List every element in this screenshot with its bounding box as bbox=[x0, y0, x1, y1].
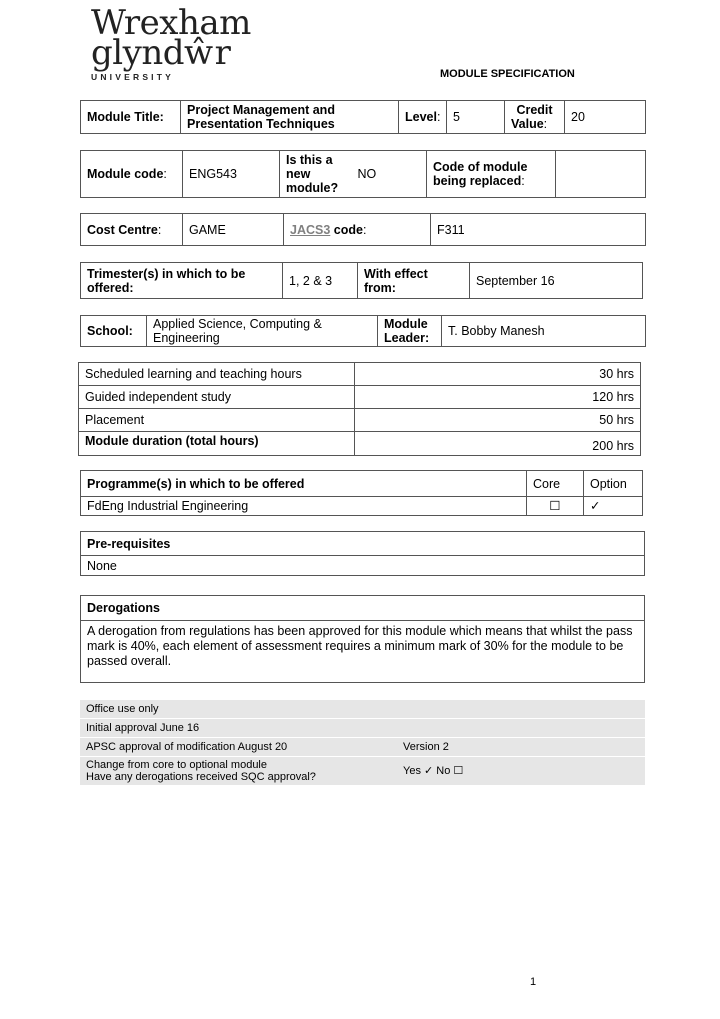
cost-centre-label bbox=[81, 214, 183, 246]
hours-total-value: 200 hrs bbox=[355, 432, 641, 456]
effect-value: September 16 bbox=[470, 263, 643, 299]
option-check-icon: ✓ bbox=[584, 497, 643, 516]
hours-value: 120 hrs bbox=[355, 386, 641, 409]
change-note-line2: Have any derogations received SQC approval? bbox=[86, 771, 316, 783]
logo-wordmark-line3: UNIVERSITY bbox=[91, 72, 175, 82]
module-code-table bbox=[80, 150, 646, 198]
is-new-value: NO bbox=[352, 151, 427, 198]
page-number: 1 bbox=[530, 976, 537, 988]
jacs-value: F311 bbox=[431, 214, 646, 246]
level-label-colon: : bbox=[436, 110, 441, 124]
trimester-line2: offered: bbox=[87, 280, 134, 295]
replaced-line1: Code of module bbox=[433, 160, 528, 174]
hours-table bbox=[78, 362, 641, 456]
derogations-table bbox=[80, 595, 645, 683]
yes-no-selection: Yes ✓ No ☐ bbox=[397, 757, 645, 786]
is-new-label bbox=[280, 151, 352, 198]
change-note bbox=[80, 757, 397, 786]
logo-wordmark-line1: Wrexham bbox=[91, 3, 251, 43]
cost-centre-label-colon: : bbox=[157, 222, 162, 237]
credit-label-colon: : bbox=[543, 117, 548, 131]
module-title-table bbox=[80, 100, 646, 134]
module-code-label-colon: : bbox=[163, 167, 167, 181]
credit-label bbox=[505, 101, 565, 134]
university-logo bbox=[91, 3, 251, 82]
module-title-label: Module Title: bbox=[81, 101, 181, 134]
leader-line1: Module bbox=[384, 317, 428, 331]
hours-label: Placement bbox=[79, 409, 355, 432]
school-label: School: bbox=[81, 316, 147, 347]
school-table bbox=[80, 315, 646, 347]
programmes-header: Programme(s) in which to be offered bbox=[81, 471, 527, 497]
table-row bbox=[81, 471, 643, 497]
hours-label: Scheduled learning and teaching hours bbox=[79, 363, 355, 386]
core-header: Core bbox=[527, 471, 584, 497]
page-title: MODULE SPECIFICATION bbox=[440, 68, 575, 80]
jacs-link[interactable]: JACS3 bbox=[290, 222, 331, 237]
office-use-title: Office use only bbox=[80, 700, 645, 719]
trimester-line1: Trimester(s) in which to be bbox=[87, 266, 246, 281]
option-header: Option bbox=[584, 471, 643, 497]
credit-label-line2: Value bbox=[511, 117, 544, 131]
module-code-label-text: Module code bbox=[87, 167, 164, 181]
school-line2: Engineering bbox=[153, 331, 220, 345]
is-new-line2: new bbox=[286, 167, 311, 181]
logo-wordmark-line2: glyndŵr bbox=[91, 33, 231, 73]
level-label bbox=[399, 101, 447, 134]
replaced-value bbox=[556, 151, 646, 198]
trimester-table bbox=[80, 262, 643, 299]
change-note-line1: Change from core to optional module bbox=[86, 759, 267, 771]
module-title-line1: Project Management and bbox=[187, 103, 335, 117]
programme-name: FdEng Industrial Engineering bbox=[81, 497, 527, 516]
credit-label-line1: Credit bbox=[516, 103, 553, 117]
table-row bbox=[79, 409, 641, 432]
hours-total-label: Module duration (total hours) bbox=[79, 432, 355, 456]
hours-value: 30 hrs bbox=[355, 363, 641, 386]
core-checkbox-icon: ☐ bbox=[527, 497, 584, 516]
module-code-label bbox=[81, 151, 183, 198]
table-row bbox=[79, 363, 641, 386]
trimester-value: 1, 2 & 3 bbox=[283, 263, 358, 299]
prerequisites-value: None bbox=[81, 556, 645, 576]
leader-value: T. Bobby Manesh bbox=[442, 316, 646, 347]
jacs-colon: : bbox=[362, 222, 367, 237]
credit-value: 20 bbox=[565, 101, 646, 134]
table-row bbox=[79, 432, 641, 456]
office-use-table bbox=[80, 700, 645, 786]
apsc-approval: APSC approval of modification August 20 bbox=[80, 738, 397, 757]
prerequisites-header: Pre-requisites bbox=[81, 532, 645, 556]
effect-line1: With effect bbox=[364, 266, 428, 281]
cost-centre-table bbox=[80, 213, 646, 246]
trimester-label bbox=[81, 263, 283, 299]
programmes-table bbox=[80, 470, 643, 516]
is-new-line3: module? bbox=[286, 181, 339, 195]
derogations-header: Derogations bbox=[81, 596, 645, 621]
cost-centre-value: GAME bbox=[183, 214, 284, 246]
prerequisites-table bbox=[80, 531, 645, 576]
effect-line2: from: bbox=[364, 280, 396, 295]
module-code-value: ENG543 bbox=[183, 151, 280, 198]
leader-line2: Leader: bbox=[384, 331, 430, 345]
module-title-value bbox=[181, 101, 399, 134]
hours-label: Guided independent study bbox=[79, 386, 355, 409]
cost-centre-label-text: Cost Centre bbox=[87, 222, 158, 237]
jacs-code-label: code bbox=[330, 222, 363, 237]
jacs-label bbox=[284, 214, 431, 246]
level-value: 5 bbox=[447, 101, 505, 134]
replaced-line2: being replaced bbox=[433, 174, 522, 188]
replaced-colon: : bbox=[521, 174, 525, 188]
module-title-line2: Presentation Techniques bbox=[187, 117, 335, 131]
effect-label bbox=[358, 263, 470, 299]
initial-approval: Initial approval June 16 bbox=[80, 719, 645, 738]
table-row bbox=[79, 386, 641, 409]
leader-label bbox=[378, 316, 442, 347]
version: Version 2 bbox=[397, 738, 645, 757]
replaced-label bbox=[427, 151, 556, 198]
is-new-line1: Is this a bbox=[286, 153, 333, 167]
level-label-text: Level bbox=[405, 110, 437, 124]
table-row bbox=[81, 497, 643, 516]
school-line1: Applied Science, Computing & bbox=[153, 317, 322, 331]
derogations-text: A derogation from regulations has been approved for this module which means that whilst the pass mark is 40%, each element of assessment requires a minimum mark of 30% for the module to be passed overall. bbox=[81, 621, 645, 683]
school-value bbox=[147, 316, 378, 347]
hours-value: 50 hrs bbox=[355, 409, 641, 432]
